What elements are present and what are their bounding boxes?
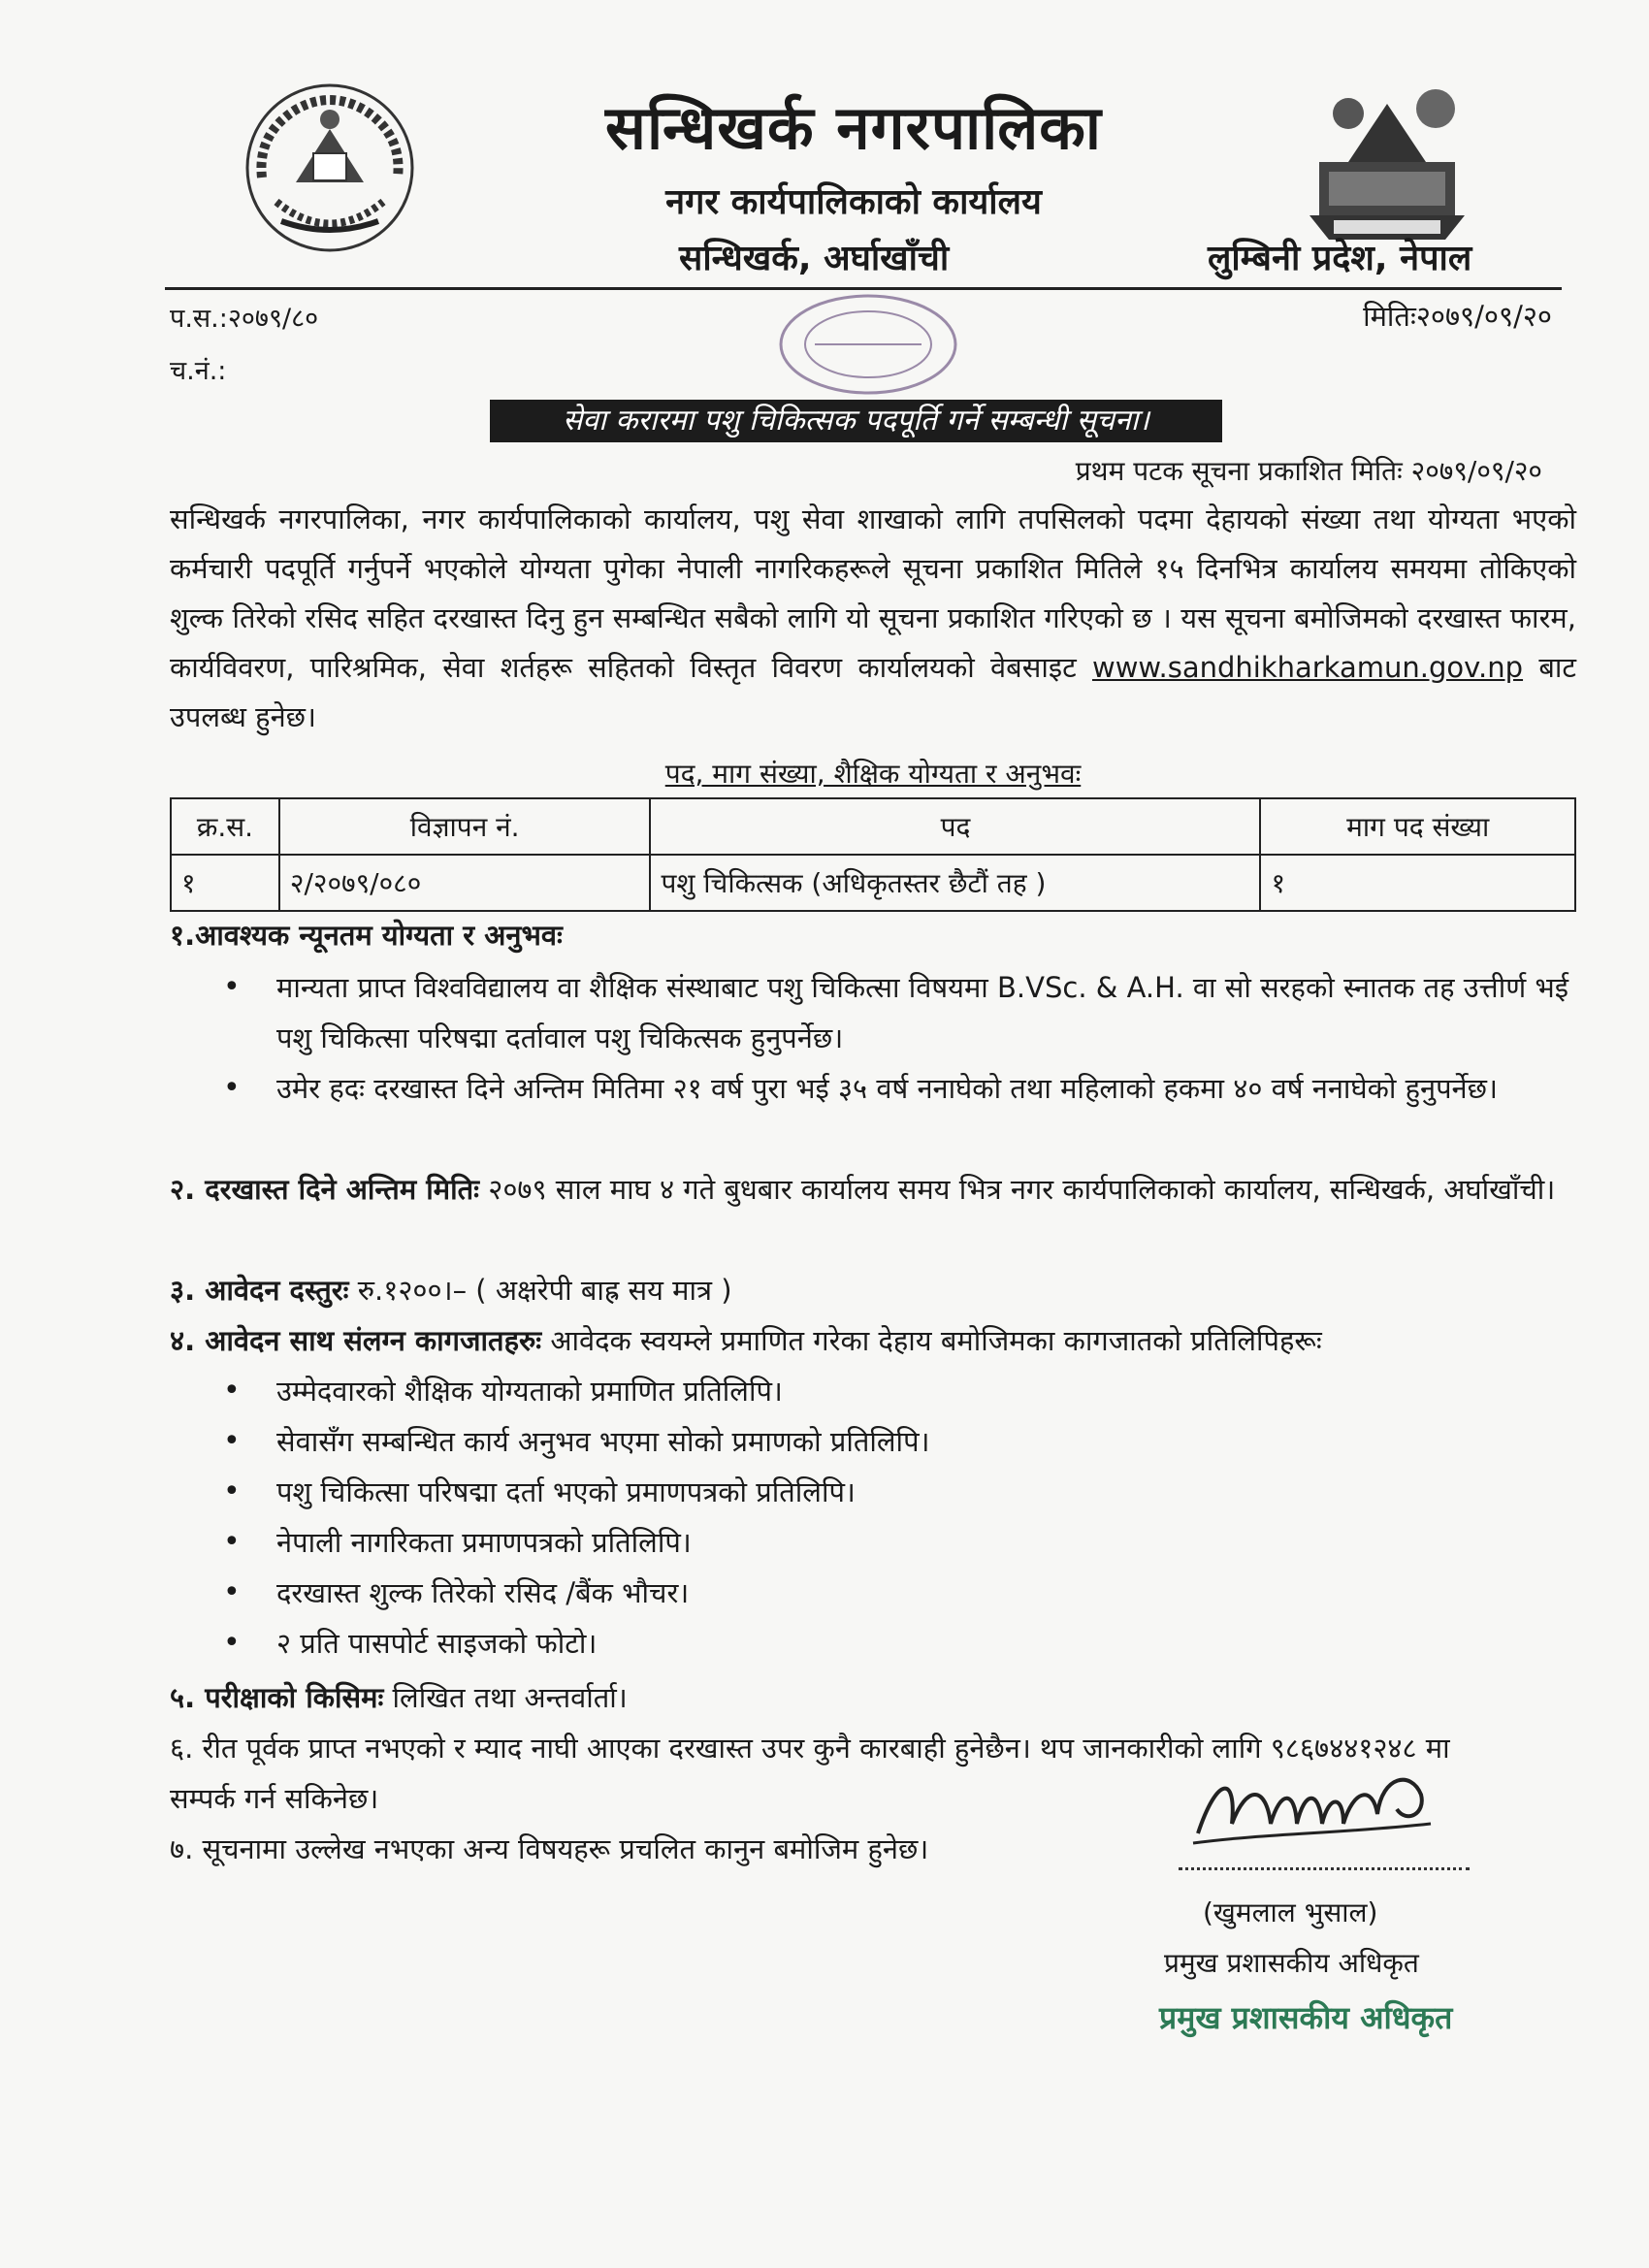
office-seal-stamp-icon <box>771 291 965 398</box>
table-cell: पशु चिकित्सक (अधिकृतस्तर छैटौं तह ) <box>650 855 1260 911</box>
municipality-logo-icon <box>1290 70 1484 254</box>
table-header-cell: क्र.स. <box>171 798 279 855</box>
list-item: • मान्यता प्राप्त विश्वविद्यालय वा शैक्षिक संस्थाबाट पशु चिकित्सा विषयमा B.VSc. & A.H. वा सो सरहको स्नातक तह उत्तीर्ण भई पशु चिकित्सा परिषद्मा दर्तावाल पशु चिकित्सक हुनुपर्नेछ। <box>223 962 1571 1063</box>
table-header-cell: माग पद संख्या <box>1260 798 1575 855</box>
signature-line <box>1179 1867 1470 1870</box>
section-7: ७. सूचनामा उल्लेख नभएका अन्य विषयहरू प्रचलित कानुन बमोजिम हुनेछ। <box>170 1832 929 1865</box>
section-2-label: २. दरखास्त दिने अन्तिम मितिः <box>170 1173 480 1206</box>
office-name: नगर कार्यपालिकाको कार्यालय <box>665 182 1042 222</box>
list-item: • उमेर हदः दरखास्त दिने अन्तिम मितिमा २१ वर्ष पुरा भई ३५ वर्ष ननाघेको तथा महिलाको हकमा ४० वर्ष ननाघेको हुनुपर्नेछ। <box>223 1063 1571 1114</box>
list-item: • नेपाली नागरिकता प्रमाणपत्रको प्रतिलिपि। <box>223 1517 1571 1568</box>
table-cell: १ <box>1260 855 1575 911</box>
government-emblem-icon <box>238 76 422 260</box>
intro-paragraph <box>170 495 1576 742</box>
section-1-title: १.आवश्यक न्यूनतम योग्यता र अनुभवः <box>170 919 563 952</box>
office-location: सन्धिखर्क, अर्घाखाँची <box>679 239 950 278</box>
section-3-text: रु.१२००।– ( अक्षरेपी बाह्र सय मात्र ) <box>357 1274 732 1307</box>
header-divider <box>165 287 1562 290</box>
table-cell: २/२०७९/०८० <box>279 855 651 911</box>
list-item: • पशु चिकित्सा परिषद्मा दर्ता भएको प्रमाणपत्रको प्रतिलिपि। <box>223 1467 1571 1517</box>
intro-text: सन्धिखर्क नगरपालिका, नगर कार्यपालिकाको कार्यालय, पशु सेवा शाखाको लागि तपसिलको पदमा देहायको संख्या तथा योग्यता भएको कर्मचारी पदपूर्ति गर्नुपर्ने भएकोले योग्यता पुगेका नेपाली नागरिकहरूले सूचना प्रकाशित मितिले १५ दिनभित्र कार्यालय समयमा तोकिएको शुल्क तिरेको रसिद सहित दरखास्त दिनु हुन सम्बन्धित सबैको लागि यो सूचना प्रकाशित गरिएको छ । यस सूचना बमोजिमको दरखास्त फारम, कार्यविवरण, पारिश्रमिक, सेवा शर्तहरू सहितको विस्तृत विवरण कार्यालयको वेबसाइट <box>170 502 1576 684</box>
documents-list <box>223 1366 1571 1669</box>
list-item: • उम्मेदवारको शैक्षिक योग्यताको प्रमाणित प्रतिलिपि। <box>223 1366 1571 1416</box>
table-header-cell: पद <box>650 798 1260 855</box>
section-4-text: आवेदक स्वयम्ले प्रमाणित गरेका देहाय बमोजिमका कागजातको प्रतिलिपिहरूः <box>550 1324 1322 1357</box>
section-5-text: लिखित तथा अन्तर्वार्ता। <box>392 1681 628 1714</box>
dispatch-number: च.नं.: <box>170 356 227 386</box>
section-5 <box>170 1672 628 1723</box>
section-2-text: २०७९ साल माघ ४ गते बुधबार कार्यालय समय भित्र नगर कार्यपालिकाको कार्यालय, सन्धिखर्क, अर्घाखाँची। <box>488 1173 1556 1206</box>
vacancy-table <box>170 797 1576 912</box>
table-header-cell: विज्ञापन नं. <box>279 798 651 855</box>
list-item: • २ प्रति पासपोर्ट साइजको फोटो। <box>223 1618 1571 1669</box>
table-header-row <box>171 798 1575 855</box>
website-link[interactable]: www.sandhikharkamun.gov.np <box>1092 651 1524 684</box>
table-heading: पद, माग संख्या, शैक्षिक योग्यता र अनुभवः <box>664 758 1082 790</box>
list-item: • सेवासँग सम्बन्धित कार्य अनुभव भएमा सोको प्रमाणको प्रतिलिपि। <box>223 1416 1571 1467</box>
intro-text-end: बाट उपलब्ध हुनेछ। <box>170 651 1577 733</box>
handwritten-signature-icon <box>1188 1756 1450 1863</box>
section-3 <box>170 1265 732 1315</box>
section-2 <box>170 1164 1576 1215</box>
signatory-name: (खुमलाल भुसाल) <box>1203 1896 1378 1928</box>
municipality-title: सन्धिखर्क नगरपालिका <box>605 92 1102 163</box>
section-6: ६. रीत पूर्वक प्राप्त नभएको र म्याद नाघी आएका दरखास्त उपर कुनै कारबाही हुनेछैन। थप जानकारीको लागि ९८६७४४१२४८ मा सम्पर्क गर्न सकिनेछ। <box>170 1732 1450 1815</box>
first-publication-date: प्रथम पटक सूचना प्रकाशित मितिः २०७९/०९/२० <box>1075 455 1542 487</box>
section-3-label: ३. आवेदन दस्तुरः <box>170 1274 349 1307</box>
table-cell: १ <box>171 855 279 911</box>
designation-stamp: प्रमुख प्रशासकीय अधिकृत <box>1159 1999 1453 2036</box>
section-4-label: ४. आवेदन साथ संलग्न कागजातहरुः <box>170 1324 542 1357</box>
notice-title: सेवा करारमा पशु चिकित्सक पदपूर्ति गर्ने सम्बन्धी सूचना। <box>490 400 1222 442</box>
section-4 <box>170 1315 1576 1366</box>
reference-number: प.स.:२०७९/८० <box>170 304 319 334</box>
province-label: लुम्बिनी प्रदेश, नेपाल <box>1208 239 1472 278</box>
list-item: • दरखास्त शुल्क तिरेको रसिद /बैंक भौचर। <box>223 1568 1571 1618</box>
table-row <box>171 855 1575 911</box>
section-5-label: ५. परीक्षाको किसिमः <box>170 1681 384 1714</box>
signatory-title: प्रमुख प्रशासकीय अधिकृत <box>1164 1947 1419 1979</box>
notice-date: मितिः२०७९/०९/२० <box>1363 300 1552 333</box>
qualification-list <box>223 962 1571 1114</box>
